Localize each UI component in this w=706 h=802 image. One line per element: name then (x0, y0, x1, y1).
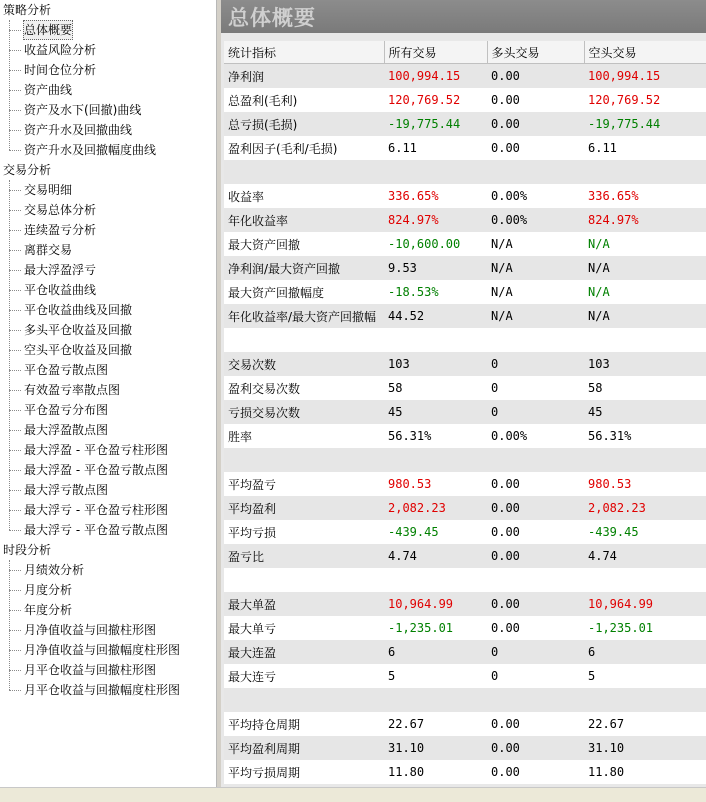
table-row[interactable] (224, 592, 706, 616)
tree-item[interactable]: 月绩效分析 (24, 563, 85, 577)
table-row[interactable] (224, 232, 706, 256)
cell-long-trades: N/A (487, 280, 584, 304)
cell-short-trades: -1,235.01 (584, 616, 706, 640)
cell-metric-name: 胜率 (224, 424, 384, 448)
tree-item[interactable]: 交易总体分析 (24, 203, 97, 217)
cell-short-trades: 4.74 (584, 544, 706, 568)
cell-all-trades (384, 328, 487, 352)
cell-short-trades: 56.31% (584, 424, 706, 448)
tree-item[interactable]: 平仓收益曲线 (24, 283, 97, 297)
cell-all-trades (384, 568, 487, 592)
tree-item[interactable]: 最大浮亏散点图 (24, 483, 109, 497)
cell-all-trades: -19,775.44 (384, 112, 487, 136)
cell-metric-name: 总亏损(毛损) (224, 112, 384, 136)
cell-all-trades: 56.31% (384, 424, 487, 448)
cell-all-trades: 9.53 (384, 256, 487, 280)
tree-item[interactable]: 有效盈亏率散点图 (24, 383, 121, 397)
cell-short-trades: 824.97% (584, 208, 706, 232)
tree-branch-line (9, 70, 21, 71)
tree-item[interactable]: 月净值收益与回撤幅度柱形图 (24, 643, 181, 657)
table-row[interactable] (224, 352, 706, 376)
tree-item[interactable]: 资产升水及回撤幅度曲线 (24, 143, 157, 157)
tree-item[interactable]: 离群交易 (24, 243, 73, 257)
cell-all-trades: 824.97% (384, 208, 487, 232)
cell-long-trades: 0.00 (487, 112, 584, 136)
cell-metric-name: 最大单盈 (224, 592, 384, 616)
table-row[interactable] (224, 136, 706, 160)
table-row[interactable] (224, 616, 706, 640)
table-row[interactable] (224, 688, 706, 712)
tree-item[interactable]: 最大浮盈 - 平仓盈亏柱形图 (24, 443, 168, 457)
cell-long-trades: 0 (487, 640, 584, 664)
table-header-row (224, 41, 706, 64)
table-row[interactable] (224, 304, 706, 328)
tree-item[interactable]: 多头平仓收益及回撤 (24, 323, 133, 337)
tree-branch-line (9, 150, 21, 151)
cell-metric-name (224, 688, 384, 712)
tree-item[interactable]: 年度分析 (24, 603, 73, 617)
table-row[interactable] (224, 112, 706, 136)
table-row[interactable] (224, 400, 706, 424)
cell-short-trades: 6 (584, 640, 706, 664)
tree-item[interactable]: 收益风险分析 (24, 43, 97, 57)
cell-short-trades: N/A (584, 256, 706, 280)
table-row[interactable] (224, 160, 706, 184)
cell-metric-name: 平均亏损周期 (224, 760, 384, 784)
cell-all-trades: 2,082.23 (384, 496, 487, 520)
cell-all-trades: 22.67 (384, 712, 487, 736)
cell-short-trades: 10,964.99 (584, 592, 706, 616)
cell-long-trades: 0.00 (487, 136, 584, 160)
table-row[interactable] (224, 280, 706, 304)
table-row[interactable] (224, 376, 706, 400)
cell-metric-name: 平均亏损 (224, 520, 384, 544)
cell-long-trades (487, 448, 584, 472)
cell-metric-name: 收益率 (224, 184, 384, 208)
cell-all-trades: -1,235.01 (384, 616, 487, 640)
cell-short-trades: 6.11 (584, 136, 706, 160)
table-row[interactable] (224, 424, 706, 448)
column-header-short-trades[interactable]: 空头交易 (584, 41, 706, 64)
tree-branch-line (9, 50, 21, 51)
cell-metric-name: 最大资产回撤幅度 (224, 280, 384, 304)
cell-long-trades: 0.00 (487, 712, 584, 736)
cell-long-trades: 0.00 (487, 760, 584, 784)
tree-branch-line (9, 130, 21, 131)
tree-item[interactable]: 月净值收益与回撤柱形图 (24, 623, 157, 637)
cell-short-trades: N/A (584, 304, 706, 328)
cell-long-trades: 0.00 (487, 616, 584, 640)
tree-branch-line (9, 430, 21, 431)
cell-short-trades: 11.80 (584, 760, 706, 784)
table-row[interactable] (224, 184, 706, 208)
cell-metric-name: 平均盈利周期 (224, 736, 384, 760)
cell-short-trades: 100,994.15 (584, 64, 706, 89)
tree-item[interactable]: 月平仓收益与回撤幅度柱形图 (24, 683, 181, 697)
tree-branch-line (9, 30, 21, 31)
cell-short-trades (584, 688, 706, 712)
cell-all-trades: 100,994.15 (384, 64, 487, 89)
cell-short-trades: N/A (584, 232, 706, 256)
cell-long-trades: 0.00 (487, 472, 584, 496)
cell-metric-name: 年化收益率/最大资产回撤幅 (224, 304, 384, 328)
tree-branch-line (9, 690, 21, 691)
cell-short-trades (584, 568, 706, 592)
cell-metric-name: 盈利交易次数 (224, 376, 384, 400)
cell-metric-name: 最大资产回撤 (224, 232, 384, 256)
cell-short-trades: 45 (584, 400, 706, 424)
cell-all-trades: 4.74 (384, 544, 487, 568)
cell-long-trades: N/A (487, 304, 584, 328)
cell-metric-name: 最大连盈 (224, 640, 384, 664)
cell-metric-name: 交易次数 (224, 352, 384, 376)
tree-connector-line (9, 180, 10, 530)
cell-metric-name (224, 448, 384, 472)
cell-long-trades: 0.00 (487, 520, 584, 544)
cell-long-trades (487, 160, 584, 184)
cell-metric-name: 平均持仓周期 (224, 712, 384, 736)
cell-short-trades: 31.10 (584, 736, 706, 760)
cell-long-trades: 0.00% (487, 184, 584, 208)
tree-branch-line (9, 190, 21, 191)
tree-group-label[interactable]: 时段分析 (3, 543, 52, 557)
table-row[interactable] (224, 64, 706, 89)
tree-branch-line (9, 630, 21, 631)
column-header-metric[interactable]: 统计指标 (224, 41, 384, 64)
page-title: 总体概要 (228, 6, 316, 30)
tree-branch-line (9, 330, 21, 331)
table-row[interactable] (224, 472, 706, 496)
tree-branch-line (9, 250, 21, 251)
cell-long-trades: 0.00 (487, 544, 584, 568)
tree-group-label[interactable]: 策略分析 (3, 3, 52, 17)
cell-metric-name: 最大单亏 (224, 616, 384, 640)
cell-long-trades: 0.00 (487, 88, 584, 112)
cell-long-trades: 0 (487, 376, 584, 400)
cell-long-trades: 0.00 (487, 592, 584, 616)
cell-long-trades: 0 (487, 400, 584, 424)
tree-item[interactable]: 交易明细 (24, 183, 73, 197)
tree-branch-line (9, 410, 21, 411)
cell-metric-name (224, 568, 384, 592)
tree-branch-line (9, 90, 21, 91)
cell-short-trades (584, 448, 706, 472)
cell-long-trades: N/A (487, 232, 584, 256)
table-row[interactable] (224, 256, 706, 280)
cell-metric-name (224, 160, 384, 184)
cell-all-trades (384, 688, 487, 712)
cell-short-trades: 103 (584, 352, 706, 376)
cell-metric-name: 平均盈利 (224, 496, 384, 520)
tree-item[interactable]: 空头平仓收益及回撤 (24, 343, 133, 357)
tree-item[interactable]: 资产曲线 (24, 83, 73, 97)
table-row[interactable] (224, 496, 706, 520)
cell-long-trades: 0.00 (487, 736, 584, 760)
cell-all-trades: 10,964.99 (384, 592, 487, 616)
cell-metric-name: 盈亏比 (224, 544, 384, 568)
tree-item[interactable]: 最大浮盈 - 平仓盈亏散点图 (24, 463, 168, 477)
tree-item[interactable]: 连续盈亏分析 (24, 223, 97, 237)
cell-short-trades: N/A (584, 280, 706, 304)
cell-all-trades: 5 (384, 664, 487, 688)
table-row[interactable] (224, 760, 706, 784)
table-row[interactable] (224, 328, 706, 352)
table-row[interactable] (224, 208, 706, 232)
cell-long-trades: 0.00 (487, 64, 584, 89)
cell-metric-name: 亏损交易次数 (224, 400, 384, 424)
cell-long-trades: N/A (487, 256, 584, 280)
cell-all-trades: -18.53% (384, 280, 487, 304)
tree-item[interactable]: 最大浮盈散点图 (24, 423, 109, 437)
cell-all-trades: -439.45 (384, 520, 487, 544)
cell-all-trades: 336.65% (384, 184, 487, 208)
tree-branch-line (9, 350, 21, 351)
cell-all-trades: 58 (384, 376, 487, 400)
tree-item[interactable]: 资产升水及回撤曲线 (24, 123, 133, 137)
tree-branch-line (9, 570, 21, 571)
cell-metric-name: 净利润 (224, 64, 384, 89)
cell-short-trades (584, 328, 706, 352)
cell-all-trades: 120,769.52 (384, 88, 487, 112)
tree-branch-line (9, 290, 21, 291)
cell-metric-name: 平均盈亏 (224, 472, 384, 496)
tree-branch-line (9, 470, 21, 471)
tree-item[interactable]: 最大浮盈浮亏 (24, 263, 97, 277)
column-header-all-trades[interactable]: 所有交易 (384, 41, 487, 64)
table-row[interactable] (224, 448, 706, 472)
tree-item[interactable]: 平仓盈亏分布图 (24, 403, 109, 417)
cell-long-trades (487, 688, 584, 712)
cell-metric-name (224, 328, 384, 352)
cell-short-trades: 980.53 (584, 472, 706, 496)
status-bar (0, 787, 706, 802)
tree-branch-line (9, 110, 21, 111)
cell-all-trades: 31.10 (384, 736, 487, 760)
tree-item[interactable]: 总体概要 (23, 20, 73, 40)
cell-long-trades: 0 (487, 664, 584, 688)
tree-branch-line (9, 530, 21, 531)
cell-short-trades: 22.67 (584, 712, 706, 736)
table-row[interactable] (224, 664, 706, 688)
cell-all-trades: 6 (384, 640, 487, 664)
cell-long-trades: 0.00% (487, 424, 584, 448)
cell-long-trades: 0 (487, 352, 584, 376)
tree-branch-line (9, 210, 21, 211)
cell-metric-name: 最大连亏 (224, 664, 384, 688)
tree-item[interactable]: 资产及水下(回撤)曲线 (24, 103, 142, 117)
tree-item[interactable]: 平仓收益曲线及回撤 (24, 303, 133, 317)
cell-all-trades: -10,600.00 (384, 232, 487, 256)
table-row[interactable] (224, 712, 706, 736)
cell-short-trades: -19,775.44 (584, 112, 706, 136)
cell-all-trades: 6.11 (384, 136, 487, 160)
tree-branch-line (9, 370, 21, 371)
tree-branch-line (9, 650, 21, 651)
cell-all-trades: 45 (384, 400, 487, 424)
tree-branch-line (9, 450, 21, 451)
tree-branch-line (9, 390, 21, 391)
cell-all-trades: 980.53 (384, 472, 487, 496)
cell-short-trades: 2,082.23 (584, 496, 706, 520)
tree-item[interactable]: 最大浮亏 - 平仓盈亏柱形图 (24, 503, 168, 517)
cell-metric-name: 年化收益率 (224, 208, 384, 232)
cell-short-trades (584, 160, 706, 184)
cell-all-trades: 103 (384, 352, 487, 376)
table-row[interactable] (224, 640, 706, 664)
tree-item[interactable]: 月度分析 (24, 583, 73, 597)
table-row[interactable] (224, 544, 706, 568)
table-row[interactable] (224, 520, 706, 544)
navigation-tree[interactable] (0, 0, 217, 787)
tree-branch-line (9, 590, 21, 591)
tree-item[interactable]: 最大浮亏 - 平仓盈亏散点图 (24, 523, 168, 537)
cell-short-trades: 120,769.52 (584, 88, 706, 112)
tree-item[interactable]: 平仓盈亏散点图 (24, 363, 109, 377)
table-row[interactable] (224, 88, 706, 112)
panel-banner (221, 0, 706, 33)
tree-group-label[interactable]: 交易分析 (3, 163, 52, 177)
tree-item[interactable]: 月平仓收益与回撤柱形图 (24, 663, 157, 677)
cell-long-trades: 0.00 (487, 496, 584, 520)
cell-long-trades (487, 568, 584, 592)
tree-branch-line (9, 310, 21, 311)
cell-metric-name: 盈利因子(毛利/毛损) (224, 136, 384, 160)
cell-short-trades: 5 (584, 664, 706, 688)
cell-long-trades: 0.00% (487, 208, 584, 232)
tree-branch-line (9, 230, 21, 231)
cell-long-trades (487, 328, 584, 352)
cell-metric-name: 净利润/最大资产回撤 (224, 256, 384, 280)
tree-branch-line (9, 490, 21, 491)
cell-all-trades: 44.52 (384, 304, 487, 328)
tree-item[interactable]: 时间仓位分析 (24, 63, 97, 77)
tree-branch-line (9, 670, 21, 671)
tree-branch-line (9, 610, 21, 611)
tree-branch-line (9, 270, 21, 271)
column-header-long-trades[interactable]: 多头交易 (487, 41, 584, 64)
statistics-table (224, 41, 706, 784)
cell-short-trades: -439.45 (584, 520, 706, 544)
tree-branch-line (9, 510, 21, 511)
cell-short-trades: 58 (584, 376, 706, 400)
table-row[interactable] (224, 568, 706, 592)
summary-panel (221, 0, 706, 787)
cell-all-trades: 11.80 (384, 760, 487, 784)
table-row[interactable] (224, 736, 706, 760)
cell-all-trades (384, 448, 487, 472)
cell-short-trades: 336.65% (584, 184, 706, 208)
cell-all-trades (384, 160, 487, 184)
cell-metric-name: 总盈利(毛利) (224, 88, 384, 112)
